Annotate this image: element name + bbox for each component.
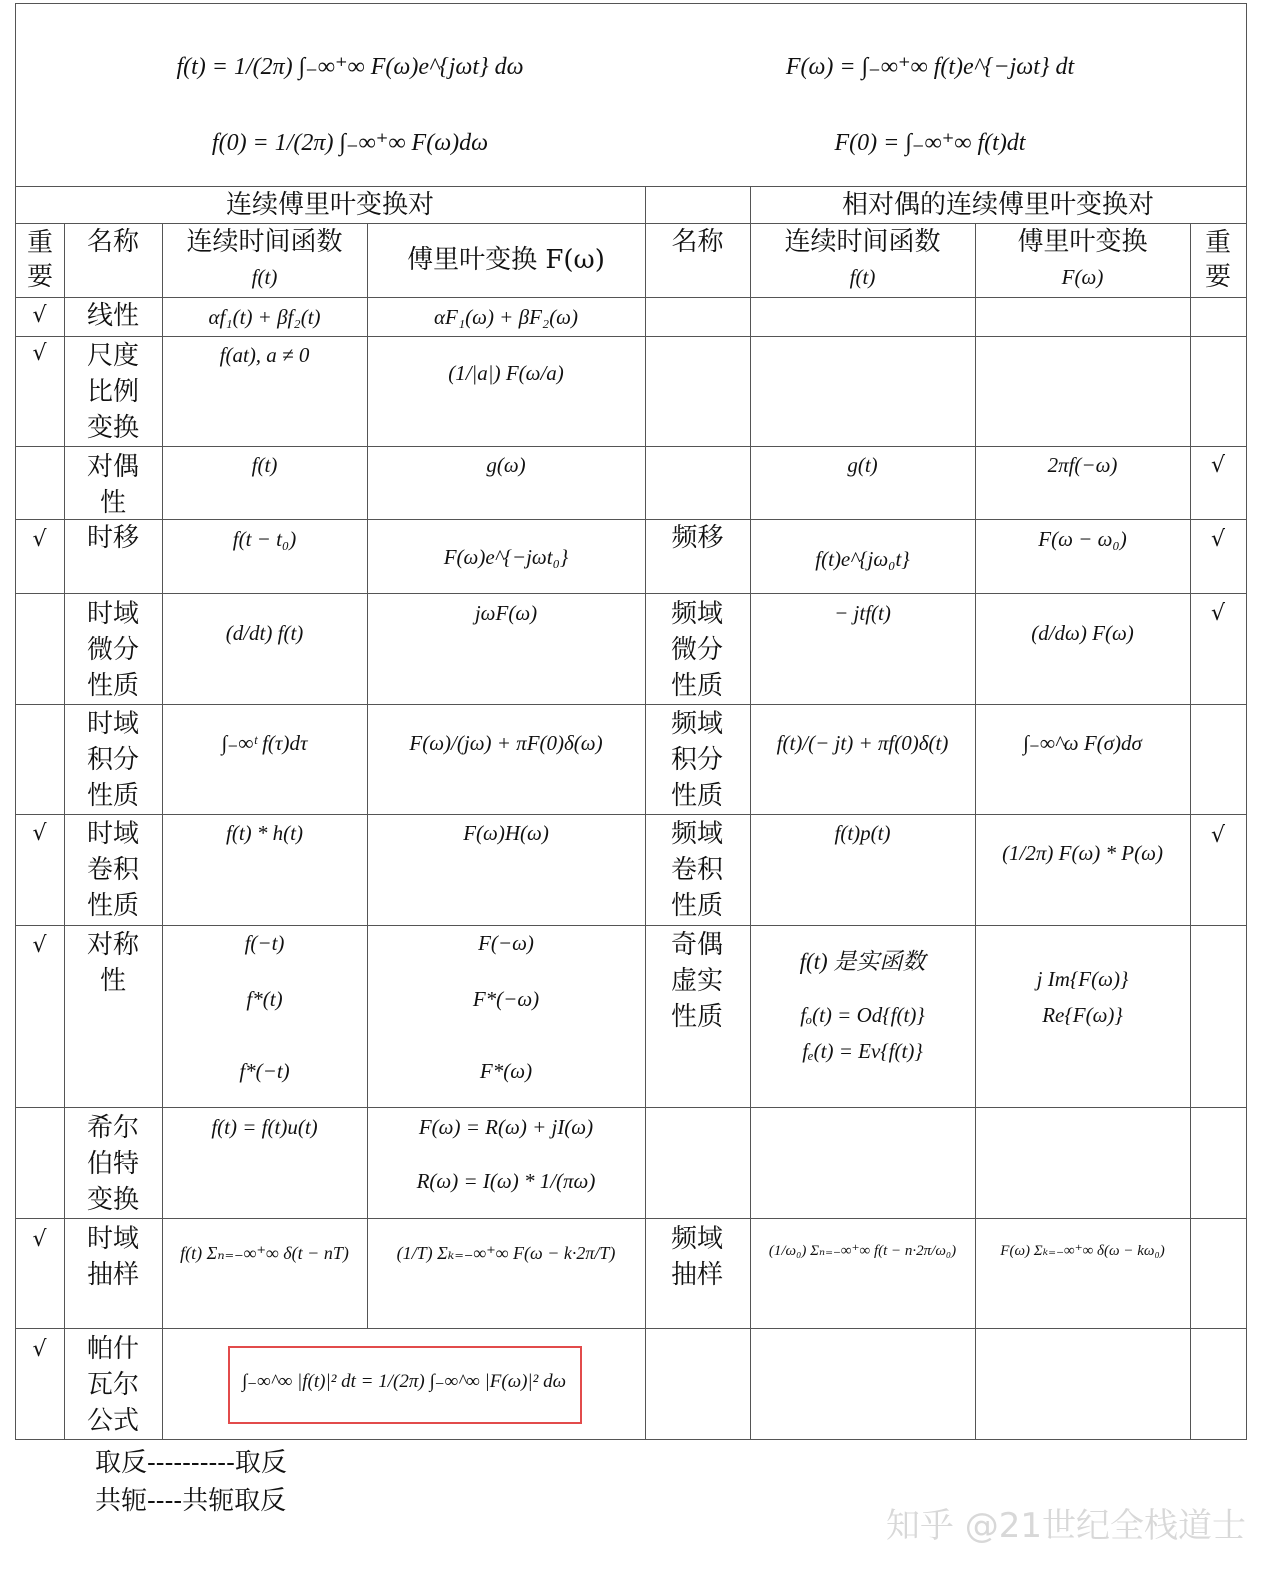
important-mark: √: [32, 1337, 47, 1362]
time-expression: f(at), a ≠ 0: [219, 343, 310, 367]
property-name: 对称性: [86, 930, 139, 996]
time-expression: (d/dt) f(t): [225, 621, 304, 645]
important-mark: √: [32, 303, 47, 328]
property-name: 尺度比例变换: [86, 341, 139, 443]
freq-expression: g(ω): [486, 453, 526, 477]
time-expression-right: f(t)/(− jt) + πf(0)δ(t): [776, 731, 949, 755]
time-expression-right: f(t)p(t): [834, 821, 891, 845]
time-expression-right: − jtf(t): [834, 601, 891, 625]
forward-transform-formula: F(ω) = ∫₋∞⁺∞ f(t)e^{−jωt} dt: [785, 54, 1075, 80]
important-mark-right: √: [1210, 601, 1226, 626]
property-name: 时域积分性质: [86, 709, 139, 811]
time-expression-right: fₒ(t) = Od{f(t)}: [800, 1003, 925, 1027]
property-name: 时域抽样: [86, 1224, 139, 1290]
property-name: 对偶性: [86, 452, 139, 518]
row-divider: [15, 814, 1247, 815]
property-name: 时移: [86, 523, 139, 553]
col-header-time-function: 连续时间函数: [186, 227, 343, 257]
time-expression: f(t) * h(t): [226, 821, 303, 845]
table-border-bottom: [15, 1439, 1247, 1440]
time-expression: f*(t): [246, 987, 283, 1011]
F0-formula: F(0) = ∫₋∞⁺∞ f(t)dt: [834, 130, 1026, 156]
time-expression-right: f(t)e^{jω₀t}: [815, 547, 910, 571]
table-border-right: [1246, 3, 1247, 1439]
freq-expression: R(ω) = I(ω) * 1/(πω): [416, 1169, 596, 1193]
inverse-transform-formula: f(t) = 1/(2π) ∫₋∞⁺∞ F(ω)e^{jωt} dω: [176, 54, 524, 80]
property-name: 希尔伯特变换: [86, 1113, 139, 1215]
property-name-right: 频域卷积性质: [670, 819, 723, 921]
col-header-time-symbol: f(t): [251, 265, 278, 289]
important-mark: √: [32, 341, 47, 366]
row-divider: [15, 297, 1247, 298]
group-header-continuous: 连续傅里叶变换对: [225, 190, 434, 220]
freq-expression-right: j Im{F(ω)}: [1036, 967, 1129, 991]
time-expression: f(t): [251, 453, 278, 477]
freq-expression-right: F(ω − ω₀): [1038, 527, 1127, 551]
freq-expression: F(ω) = R(ω) + jI(ω): [418, 1115, 594, 1139]
freq-expression-right: F(ω) Σₖ₌₋∞⁺∞ δ(ω − kω₀): [1000, 1243, 1165, 1259]
watermark: 知乎 @21世纪全栈道士: [885, 1506, 1246, 1546]
col-header-fourier: 傅里叶变换 F(ω): [407, 245, 605, 275]
property-name-right: 频域微分性质: [670, 599, 723, 701]
col-header-name: 名称: [86, 227, 139, 257]
freq-expression-right: ∫₋∞^ω F(σ)dσ: [1023, 731, 1142, 755]
time-expression: f*(−t): [239, 1059, 290, 1083]
row-divider: [15, 223, 1247, 224]
important-mark: √: [32, 527, 47, 552]
important-mark-right: √: [1210, 527, 1226, 552]
freq-expression: F(ω)H(ω): [463, 821, 549, 845]
row-divider: [15, 1328, 1247, 1329]
important-mark-right: √: [1210, 453, 1226, 478]
col-header-name-right: 名称: [671, 227, 724, 257]
col-header-time-function-right: 连续时间函数: [784, 227, 941, 257]
table-border-top: [15, 3, 1247, 4]
freq-expression: F(−ω): [478, 931, 534, 955]
row-divider: [15, 446, 1247, 447]
property-name-right: 奇偶虚实性质: [670, 930, 723, 1032]
freq-expression-right: Re{F(ω)}: [1042, 1003, 1123, 1027]
freq-expression: F*(ω): [479, 1059, 533, 1083]
row-divider: [15, 1218, 1247, 1219]
note-conjugate: 共轭----共轭取反: [95, 1486, 287, 1516]
time-expression: f(t − t₀): [232, 527, 297, 551]
property-name-right: 频移: [671, 523, 724, 553]
row-divider: [15, 593, 1247, 594]
important-mark: √: [32, 1227, 47, 1252]
parseval-formula: ∫₋∞^∞ |f(t)|² dt = 1/(2π) ∫₋∞^∞ |F(ω)|² dω: [241, 1371, 567, 1392]
property-name-right: 频域抽样: [670, 1224, 723, 1290]
col-divider: [64, 223, 65, 1439]
time-expression: αf₁(t) + βf₂(t): [208, 305, 321, 329]
freq-expression-right: (d/dω) F(ω): [1031, 621, 1134, 645]
property-name-right: 频域积分性质: [670, 709, 723, 811]
important-mark: √: [32, 933, 47, 958]
time-expression-right: f(t) 是实函数: [799, 949, 926, 974]
col-header-fourier-right: 傅里叶变换: [1017, 227, 1148, 257]
time-expression-right: fₑ(t) = Ev{f(t)}: [802, 1039, 923, 1063]
row-divider: [15, 186, 1247, 187]
group-header-dual: 相对偶的连续傅里叶变换对: [841, 190, 1154, 220]
row-divider: [15, 336, 1247, 337]
freq-expression: (1/|a|) F(ω/a): [448, 361, 564, 385]
freq-expression-right: 2πf(−ω): [1047, 453, 1118, 477]
property-name: 时域微分性质: [86, 599, 139, 701]
time-expression: ∫₋∞ᵗ f(τ)dτ: [221, 731, 308, 755]
important-mark-right: √: [1210, 823, 1226, 848]
col-header-important-right: 重要: [1204, 228, 1231, 292]
property-name: 时域卷积性质: [86, 819, 139, 921]
freq-expression-right: (1/2π) F(ω) * P(ω): [1002, 841, 1163, 865]
row-divider: [15, 925, 1247, 926]
col-header-fourier-symbol-right: F(ω): [1061, 265, 1104, 289]
time-expression: f(t) = f(t)u(t): [211, 1115, 318, 1139]
col-header-time-symbol-right: f(t): [849, 265, 876, 289]
property-name: 帕什瓦尔公式: [86, 1334, 139, 1436]
freq-expression: F(ω)e^{−jωt₀}: [443, 545, 569, 569]
col-divider: [645, 186, 646, 1439]
freq-expression: (1/T) Σₖ₌₋∞⁺∞ F(ω − k·2π/T): [396, 1243, 616, 1263]
row-divider: [15, 519, 1247, 520]
freq-expression: αF₁(ω) + βF₂(ω): [433, 305, 579, 329]
row-divider: [15, 1107, 1247, 1108]
f0-formula: f(0) = 1/(2π) ∫₋∞⁺∞ F(ω)dω: [211, 130, 489, 156]
freq-expression: jωF(ω): [474, 601, 538, 625]
freq-expression: F(ω)/(jω) + πF(0)δ(ω): [409, 731, 603, 755]
important-mark: √: [32, 821, 47, 846]
row-divider: [15, 704, 1247, 705]
note-negation: 取反----------取反: [95, 1448, 287, 1478]
time-expression-right: g(t): [847, 453, 878, 477]
col-header-important: 重要: [26, 228, 53, 292]
time-expression-right: (1/ω₀) Σₙ₌₋∞⁺∞ f(t − n·2π/ω₀): [768, 1243, 957, 1259]
freq-expression: F*(−ω): [472, 987, 540, 1011]
time-expression: f(t) Σₙ₌₋∞⁺∞ δ(t − nT): [180, 1243, 349, 1263]
col-divider: [367, 223, 368, 1328]
property-name: 线性: [86, 301, 139, 331]
time-expression: f(−t): [244, 931, 285, 955]
